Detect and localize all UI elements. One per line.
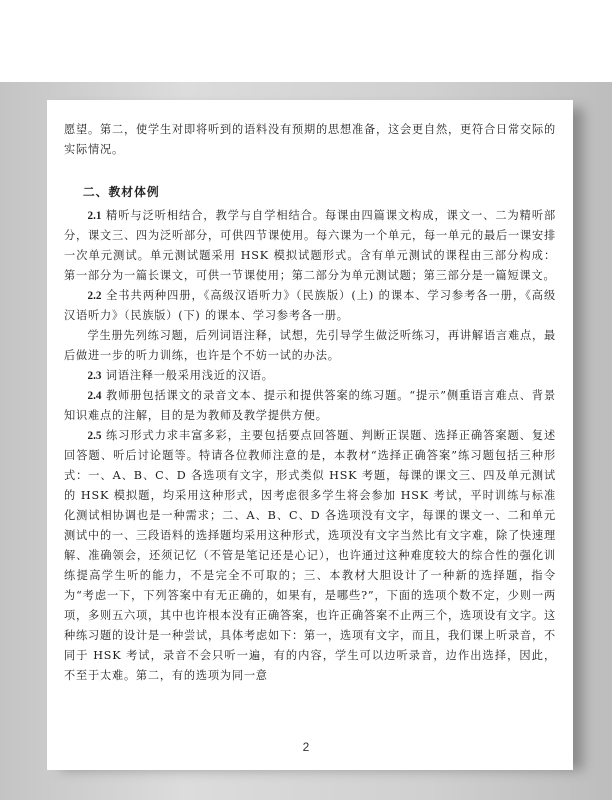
page-number: 2 [302, 740, 310, 754]
paragraph-text: 词语注释一般采用浅近的汉语。 [101, 369, 274, 382]
clause-number: 2.3 [87, 370, 102, 382]
clause-number: 2.1 [87, 210, 102, 222]
clause-number: 2.5 [87, 430, 102, 442]
paragraph-intro: 愿望。第二，使学生对即将听到的语料没有预期的思想准备，这会更自然，更符合日常交际的实际情况。 [64, 123, 556, 156]
paragraph-text: 全书共两种四册，《高级汉语听力》（民族版）(上) 的课本、学习参考各一册，《高级汉语听力》（民族版）(下) 的课本、学习参考各一册。 [64, 289, 556, 322]
paragraph-2-1 [64, 206, 556, 286]
paragraph-text: 练习形式力求丰富多彩，主要包括要点回答题、判断正误题、选择正确答案题、复述回答题、听后讨论题等。特请各位教师注意的是，本教材“选择正确答案”练习题包括三种形式：一、A、B、C、D 各选项有文字，形式类似 HSK 考题，每课的课文三、四及单元测试的 HSK 模拟题，均采用这种形式，因考虑很多学生将会参加 HSK 考试，平时训练与标准化测试相协调也是一种需求；二、A、B、C、D 各选项没有文字，每课的课文一、二和单元测试中的一、三段语料的选择题均采用这种形式，选项没有文字当然比有文字难，除了快速理解、准确领会，还须记忆（不管是笔记还是心记），也许通过这种难度较大的综合性的强化训练提高学生听的能力，不是完全不可取的；三、本教材大胆设计了一种新的选择题，指令为“考虑一下，下列答案中有无正确的，如果有，是哪些?”，下面的选项个数不定，少则一两项，多则五六项，其中也许根本没有正确答案，也许正确答案不止两三个，选项设有文字。这种练习题的设计是一种尝试，具体考虑如下：第一，选项有文字，而且，我们课上听录音，不同于 HSK 考试，录音不会只听一遍，有的内容，学生可以边听录音，边作出选择，因此，不至于太难。第二，有的选项为同一意 [64, 429, 556, 682]
paragraph-text: 教师册包括课文的录音文本、提示和提供答案的练习题。“提示”侧重语言难点、背景知识难点的注解，目的是为教师及教学提供方便。 [64, 389, 556, 422]
section-heading: 二、教材体例 [82, 185, 160, 199]
document-page [47, 100, 573, 770]
clause-number: 2.4 [87, 390, 102, 402]
clause-number: 2.2 [87, 290, 102, 302]
paragraph-2-3 [64, 366, 556, 386]
paragraph-text: 精听与泛听相结合，教学与自学相结合。每课由四篇课文构成，课文一、二为精听部分，课文三、四为泛听部分，可供四节课使用。每六课为一个单元，每一单元的最后一课安排一次单元测试。单元测试题采用 HSK 模拟试题形式。含有单元测试的课程由三部分构成：第一部分为一篇长课文，可供一节课使用；第二部分为单元测试题；第三部分是一篇短课文。 [64, 209, 556, 282]
paragraph-2-5 [64, 426, 556, 686]
paragraph-2-2 [64, 286, 556, 326]
paragraph-2-4 [64, 386, 556, 426]
paragraph-student-book: 学生册先列练习题，后列词语注释，试想，先引导学生做泛听练习，再讲解语言难点，最后做进一步的听力训练，也许是个不妨一试的办法。 [64, 329, 556, 362]
